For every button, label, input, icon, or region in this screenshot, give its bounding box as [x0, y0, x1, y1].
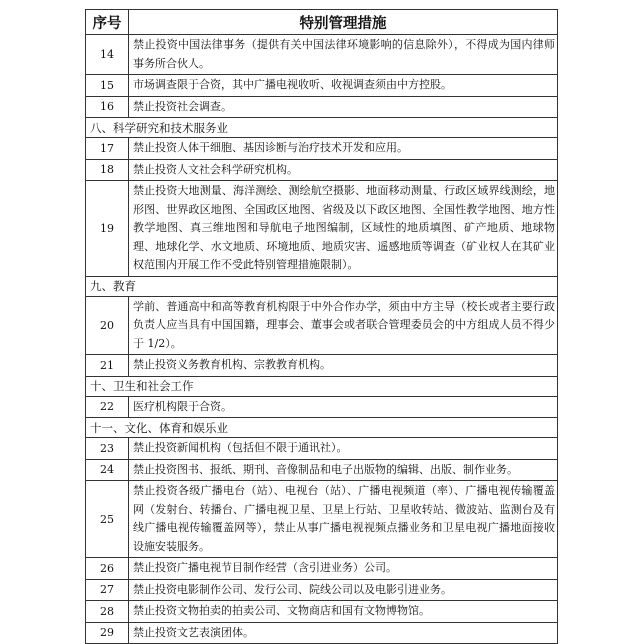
section-heading-row	[86, 276, 558, 296]
table-row	[86, 138, 558, 160]
measure-text-cell: 禁止投资人文社会科学研究机构。	[129, 159, 558, 181]
section-heading: 十、卫生和社会工作	[86, 376, 558, 396]
measure-text-cell: 医疗机构限于合资。	[129, 396, 558, 418]
table-row	[86, 396, 558, 418]
section-heading: 九、教育	[86, 276, 558, 296]
measure-text-cell: 禁止投资社会调查。	[129, 96, 558, 118]
measure-text-cell: 禁止投资义务教育机构、宗教教育机构。	[129, 355, 558, 377]
special-measures-table	[85, 9, 558, 644]
table-body	[86, 35, 558, 644]
serial-number-cell: 24	[86, 459, 129, 481]
table-row	[86, 159, 558, 181]
table-row	[86, 601, 558, 623]
serial-number-cell: 14	[86, 35, 129, 75]
table-row	[86, 622, 558, 644]
table-row	[86, 296, 558, 355]
header-serial-number: 序号	[86, 10, 129, 35]
serial-number-cell: 25	[86, 481, 129, 558]
serial-number-cell: 15	[86, 75, 129, 97]
table-row	[86, 355, 558, 377]
table-row	[86, 459, 558, 481]
serial-number-cell: 17	[86, 138, 129, 160]
serial-number-cell: 16	[86, 96, 129, 118]
serial-number-cell: 21	[86, 355, 129, 377]
table-row	[86, 75, 558, 97]
serial-number-cell: 27	[86, 579, 129, 601]
serial-number-cell: 28	[86, 601, 129, 623]
measure-text-cell: 禁止投资各级广播电台（站）、电视台（站）、广播电视频道（率）、广播电视传输覆盖网（发射台、转播台、广播电视卫星、卫星上行站、卫星收转站、微波站、监测台及有线广播电视传输覆盖网等），禁止从事广播电视视频点播业务和卫星电视广播地面接收设施安装服务。	[129, 481, 558, 558]
table-row	[86, 35, 558, 75]
measure-text-cell: 禁止投资图书、报纸、期刊、音像制品和电子出版物的编辑、出版、制作业务。	[129, 459, 558, 481]
measure-text-cell: 禁止投资中国法律事务（提供有关中国法律环境影响的信息除外），不得成为国内律师事务所合伙人。	[129, 35, 558, 75]
serial-number-cell: 22	[86, 396, 129, 418]
measure-text-cell: 市场调查限于合资，其中广播电视收听、收视调查须由中方控股。	[129, 75, 558, 97]
serial-number-cell: 18	[86, 159, 129, 181]
serial-number-cell: 29	[86, 622, 129, 644]
serial-number-cell: 26	[86, 558, 129, 580]
measure-text-cell: 禁止投资文物拍卖的拍卖公司、文物商店和国有文物博物馆。	[129, 601, 558, 623]
header-special-measures: 特别管理措施	[129, 10, 558, 35]
measure-text-cell: 学前、普通高中和高等教育机构限于中外合作办学，须由中方主导（校长或者主要行政负责人应当具有中国国籍，理事会、董事会或者联合管理委员会的中方组成人员不得少于 1/2）。	[129, 296, 558, 355]
section-heading-row	[86, 376, 558, 396]
measure-text-cell: 禁止投资人体干细胞、基因诊断与治疗技术开发和应用。	[129, 138, 558, 160]
table-row	[86, 558, 558, 580]
measure-text-cell: 禁止投资电影制作公司、发行公司、院线公司以及电影引进业务。	[129, 579, 558, 601]
table-header-row	[86, 10, 558, 35]
table-row	[86, 579, 558, 601]
table-row	[86, 481, 558, 558]
measure-text-cell: 禁止投资大地测量、海洋测绘、测绘航空摄影、地面移动测量、行政区域界线测绘，地形图、世界政区地图、全国政区地图、省级及以下政区地图、全国性教学地图、地方性教学地图、真三维地图和导航电子地图编制，区域性的地质填图、矿产地质、地球物理、地球化学、水文地质、环境地质、地质灾害、遥感地质等调查（矿业权人在其矿业权范围内开展工作不受此特别管理措施限制）。	[129, 181, 558, 277]
table-row	[86, 181, 558, 277]
measure-text-cell: 禁止投资文艺表演团体。	[129, 622, 558, 644]
section-heading-row	[86, 118, 558, 138]
measure-text-cell: 禁止投资广播电视节目制作经营（含引进业务）公司。	[129, 558, 558, 580]
table-row	[86, 96, 558, 118]
section-heading: 八、科学研究和技术服务业	[86, 118, 558, 138]
table-row	[86, 438, 558, 460]
section-heading: 十一、文化、体育和娱乐业	[86, 418, 558, 438]
section-heading-row	[86, 418, 558, 438]
serial-number-cell: 23	[86, 438, 129, 460]
document-page	[85, 9, 557, 644]
serial-number-cell: 20	[86, 296, 129, 355]
serial-number-cell: 19	[86, 181, 129, 277]
measure-text-cell: 禁止投资新闻机构（包括但不限于通讯社）。	[129, 438, 558, 460]
